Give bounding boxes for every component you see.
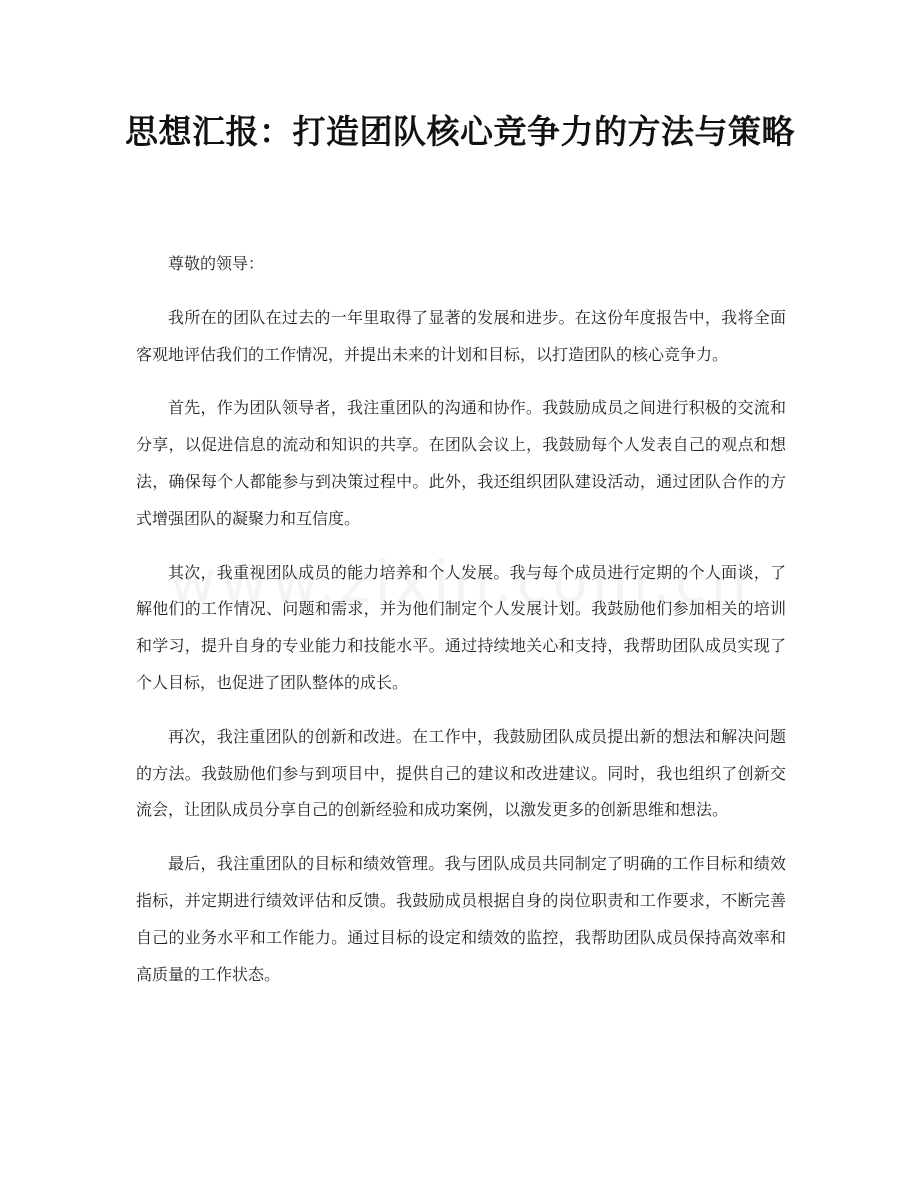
document-body: [136, 246, 786, 1010]
document-title: 思想汇报：打造团队核心竞争力的方法与策略: [125, 112, 795, 151]
paragraph-5: 最后，我注重团队的目标和绩效管理。我与团队成员共同制定了明确的工作目标和绩效指标，并定期进行绩效评估和反馈。我鼓励成员根据自身的岗位职责和工作要求，不断完善自己的业务水平和工作能力。通过目标的设定和绩效的监控，我帮助团队成员保持高效率和高质量的工作状态。: [136, 854, 786, 984]
paragraph-1: 我所在的团队在过去的一年里取得了显著的发展和进步。在这份年度报告中，我将全面客观地评估我们的工作情况，并提出未来的计划和目标，以打造团队的核心竞争力。: [136, 307, 786, 364]
paragraph-4: 再次，我注重团队的创新和改进。在工作中，我鼓励团队成员提出新的想法和解决问题的方法。我鼓励他们参与到项目中，提供自己的建议和改进建议。同时，我也组织了创新交流会，让团队成员分享自己的创新经验和成功案例，以激发更多的创新思维和想法。: [136, 726, 786, 820]
salutation: 尊敬的领导：: [168, 254, 265, 273]
paragraph-2: 首先，作为团队领导者，我注重团队的沟通和协作。我鼓励成员之间进行积极的交流和分享，以促进信息的流动和知识的共享。在团队会议上，我鼓励每个人发表自己的观点和想法，确保每个人都能参与到决策过程中。此外，我还组织团队建设活动，通过团队合作的方式增强团队的凝聚力和互信度。: [136, 398, 786, 528]
paragraph-3: 其次，我重视团队成员的能力培养和个人发展。我与每个成员进行定期的个人面谈，了解他们的工作情况、问题和需求，并为他们制定个人发展计划。我鼓励他们参加相关的培训和学习，提升自身的专业能力和技能水平。通过持续地关心和支持，我帮助团队成员实现了个人目标，也促进了团队整体的成长。: [136, 562, 786, 692]
